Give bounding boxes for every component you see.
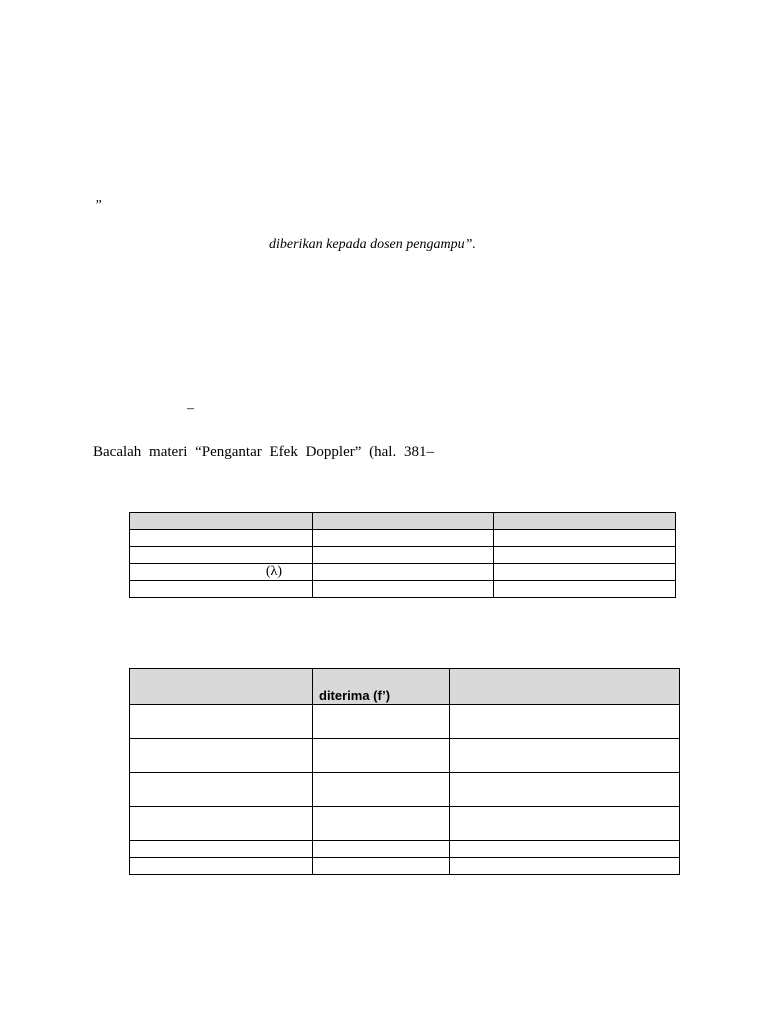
- table-cell: [450, 705, 680, 739]
- table-cell: [450, 773, 680, 807]
- table-cell: [313, 841, 450, 858]
- table-cell: [130, 807, 313, 841]
- table-cell: [450, 841, 680, 858]
- table-cell: [130, 581, 313, 598]
- table-row: [130, 547, 676, 564]
- table-cell: [313, 705, 450, 739]
- table-row: [130, 773, 680, 807]
- table-cell: [450, 739, 680, 773]
- table-cell: [130, 547, 313, 564]
- table-row: [130, 739, 680, 773]
- wavelength-cell: (λ): [130, 564, 313, 581]
- table-cell: [494, 581, 676, 598]
- table-row: [130, 858, 680, 875]
- table-header-row: [130, 513, 676, 530]
- reading-instruction: Bacalah materi “Pengantar Efek Doppler” (hal. 381–: [93, 444, 434, 460]
- table-cell: [313, 547, 494, 564]
- table-cell: [130, 858, 313, 875]
- table-cell: [313, 807, 450, 841]
- table-cell: [130, 530, 313, 547]
- table-cell: [313, 530, 494, 547]
- table-header-cell: [130, 669, 313, 705]
- received-frequency-header: diterima (f’): [313, 669, 450, 705]
- table-cell: [313, 858, 450, 875]
- table-cell: [130, 705, 313, 739]
- table-cell: [450, 807, 680, 841]
- opening-quote: ”: [94, 198, 102, 213]
- table-header-cell: [494, 513, 676, 530]
- table-row: [130, 564, 676, 581]
- table-row: [130, 807, 680, 841]
- table-cell: [450, 858, 680, 875]
- table-header-cell: [130, 513, 313, 530]
- table-cell: [313, 581, 494, 598]
- table-cell: [494, 547, 676, 564]
- wave-properties-table: [129, 512, 676, 598]
- table-row: [130, 705, 680, 739]
- table-header-cell: [313, 513, 494, 530]
- table-cell: [130, 739, 313, 773]
- table-cell: [494, 530, 676, 547]
- table-cell: [313, 773, 450, 807]
- table-cell: [130, 841, 313, 858]
- table-header-cell: [450, 669, 680, 705]
- dash-mark: –: [187, 401, 194, 416]
- table-row: [130, 581, 676, 598]
- table-cell: [313, 564, 494, 581]
- table-cell: [313, 739, 450, 773]
- italic-instruction-line: diberikan kepada dosen pengampu”.: [269, 237, 476, 252]
- table-header-row: [130, 669, 680, 705]
- table-row: [130, 530, 676, 547]
- table-row: [130, 841, 680, 858]
- doppler-frequency-table: [129, 668, 680, 875]
- table-cell: [130, 773, 313, 807]
- table-cell: [494, 564, 676, 581]
